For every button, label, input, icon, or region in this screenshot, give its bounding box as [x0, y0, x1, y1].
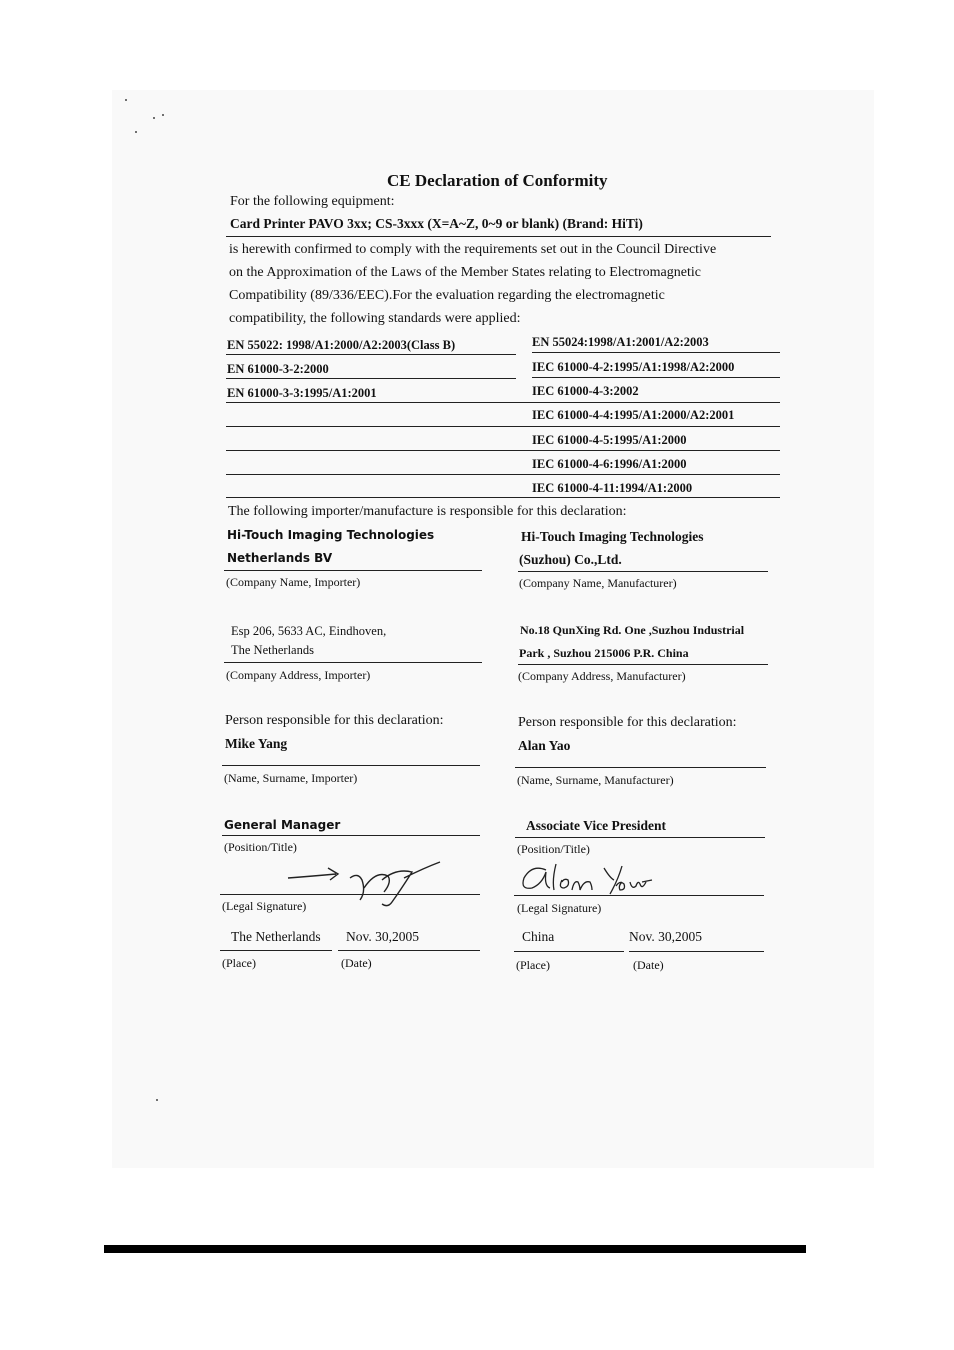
standard-left: EN 61000-3-2:2000 [227, 362, 329, 376]
footer-bar [104, 1245, 806, 1253]
standard-left: EN 61000-3-3:1995/A1:2001 [227, 386, 377, 400]
signature-rule [514, 895, 764, 896]
manufacturer-position-caption: (Position/Title) [517, 842, 590, 856]
manufacturer-date-caption: (Date) [633, 958, 664, 972]
importer-person-label: Person responsible for this declaration: [225, 713, 444, 728]
field-rule [220, 950, 332, 951]
field-rule [515, 837, 765, 838]
standard-left: EN 55022: 1998/A1:2000/A2:2003(Class B) [227, 338, 456, 352]
field-rule [222, 765, 480, 766]
table-rule [226, 426, 780, 427]
field-rule [515, 767, 766, 768]
body-line: compatibility, the following standards were applied: [229, 311, 521, 326]
table-rule [532, 377, 780, 378]
standard-right: IEC 61000-4-5:1995/A1:2000 [532, 433, 687, 447]
field-rule [338, 950, 480, 951]
importer-place-caption: (Place) [222, 956, 256, 970]
manufacturer-company-caption: (Company Name, Manufacturer) [519, 576, 677, 590]
manufacturer-person-name: Alan Yao [518, 738, 571, 753]
standard-right: IEC 61000-4-2:1995/A1:1998/A2:2000 [532, 360, 735, 374]
standard-right: EN 55024:1998/A1:2001/A2:2003 [532, 335, 709, 349]
manufacturer-address-caption: (Company Address, Manufacturer) [518, 669, 686, 683]
scan-speck [153, 117, 155, 119]
divider [226, 236, 771, 237]
importer-person-name: Mike Yang [225, 736, 288, 751]
field-rule [629, 951, 764, 952]
field-rule [224, 570, 482, 571]
manufacturer-name-caption: (Name, Surname, Manufacturer) [517, 773, 674, 787]
scan-speck [156, 1099, 158, 1101]
field-rule [514, 951, 624, 952]
manufacturer-signature [514, 860, 664, 900]
responsible-intro: The following importer/manufacture is responsible for this declaration: [228, 504, 627, 519]
table-rule [226, 378, 516, 379]
standard-right: IEC 61000-4-11:1994/A1:2000 [532, 481, 693, 495]
equipment-text: Card Printer PAVO 3xx; CS-3xxx (X=A~Z, 0~9 or blank) (Brand: HiTi) [230, 216, 643, 231]
manufacturer-address-line2: Park , Suzhou 215006 P.R. China [519, 646, 689, 660]
table-rule [226, 402, 780, 403]
standard-right: IEC 61000-4-3:2002 [532, 384, 639, 398]
body-line: on the Approximation of the Laws of the Member States relating to Electromagnetic [229, 265, 701, 280]
importer-company-line1: Hi-Touch Imaging Technologies [227, 528, 435, 542]
importer-address-line1: Esp 206, 5633 AC, Eindhoven, [231, 624, 387, 638]
manufacturer-signature-caption: (Legal Signature) [517, 901, 602, 915]
standard-right: IEC 61000-4-4:1995/A1:2000/A2:2001 [532, 408, 735, 422]
table-rule [226, 450, 780, 451]
table-rule [226, 474, 780, 475]
field-rule [224, 662, 482, 663]
importer-signature-caption: (Legal Signature) [222, 899, 307, 913]
importer-date-caption: (Date) [341, 956, 372, 970]
table-rule [226, 497, 780, 498]
table-rule [226, 354, 516, 355]
manufacturer-place-caption: (Place) [516, 958, 550, 972]
importer-company-line2: Netherlands BV [227, 551, 333, 565]
scan-speck [162, 114, 164, 116]
scan-speck [135, 131, 137, 133]
importer-name-caption: (Name, Surname, Importer) [224, 771, 358, 785]
importer-position-caption: (Position/Title) [224, 840, 297, 854]
field-rule [518, 571, 768, 572]
signature-rule [220, 894, 480, 895]
body-line: Compatibility (89/336/EEC).For the evaluation regarding the electromagnetic [229, 288, 665, 303]
importer-position: General Manager [224, 818, 341, 832]
body-line: is herewith confirmed to comply with the requirements set out in the Council Directive [229, 242, 717, 257]
manufacturer-position: Associate Vice President [526, 818, 666, 833]
manufacturer-company-line2: (Suzhou) Co.,Ltd. [519, 552, 622, 567]
manufacturer-date: Nov. 30,2005 [629, 929, 702, 944]
importer-company-caption: (Company Name, Importer) [226, 575, 361, 589]
intro-text: For the following equipment: [230, 194, 395, 209]
standard-right: IEC 61000-4-6:1996/A1:2000 [532, 457, 687, 471]
manufacturer-company-line1: Hi-Touch Imaging Technologies [521, 529, 704, 544]
field-rule [222, 835, 480, 836]
importer-date: Nov. 30,2005 [346, 929, 419, 944]
manufacturer-place: China [522, 929, 555, 944]
importer-signature [284, 858, 444, 908]
field-rule [518, 664, 768, 665]
importer-address-line2: The Netherlands [231, 643, 314, 657]
scan-speck [125, 99, 127, 101]
document-title: CE Declaration of Conformity [387, 171, 608, 190]
importer-place: The Netherlands [231, 929, 321, 944]
importer-address-caption: (Company Address, Importer) [226, 668, 371, 682]
manufacturer-person-label: Person responsible for this declaration: [518, 715, 737, 730]
manufacturer-address-line1: No.18 QunXing Rd. One ,Suzhou Industrial [520, 623, 745, 637]
table-rule [532, 352, 780, 353]
